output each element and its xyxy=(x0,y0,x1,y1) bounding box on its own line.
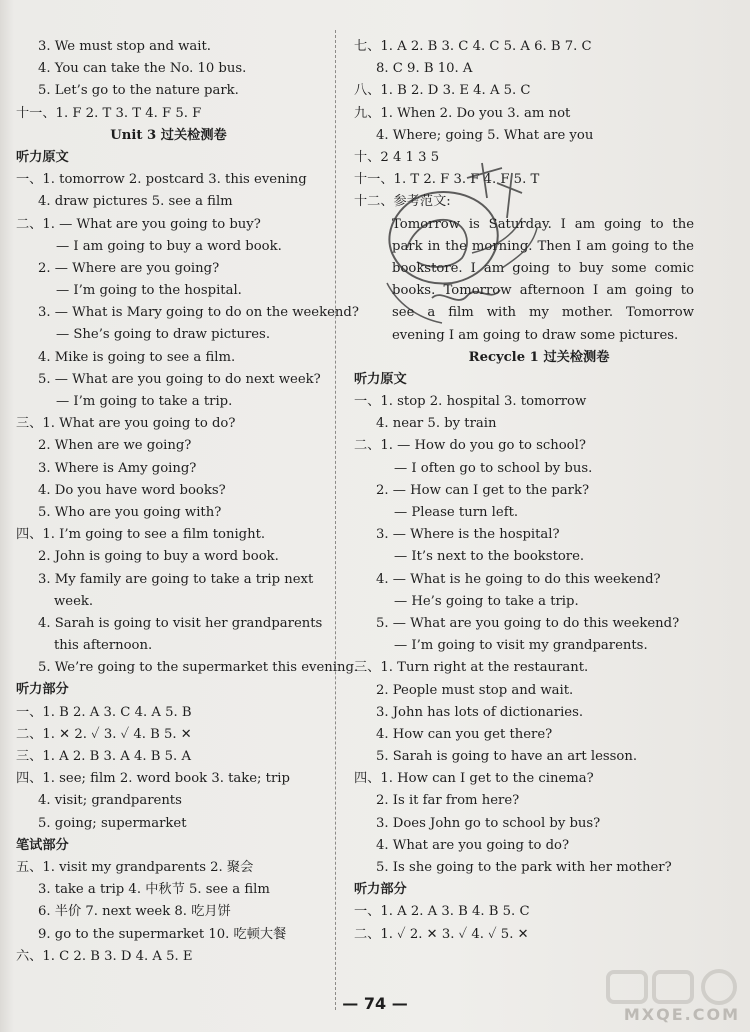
text-line: 十一、1. T 2. F 3. F 4. F 5. T xyxy=(354,172,540,188)
text-line: 一、1. tomorrow 2. postcard 3. this evening xyxy=(16,172,307,188)
text-line: 4. Where; going 5. What are you xyxy=(376,127,594,143)
text-line: 5. going; supermarket xyxy=(38,815,187,831)
text-line: 四、1. I’m going to see a film tonight. xyxy=(16,527,266,543)
text-line: 2. When are we going? xyxy=(38,438,192,454)
model-essay: Tomorrow is Saturday. I am going to the park in the morning. Then I am going to the bookstore. I am going to buy some comic books. Tomorrow afternoon I am going to see a film with my mother. Tomorrow evening I am going to draw some pictures. xyxy=(392,216,694,343)
text-line: 3. — What is Mary going to do on the weekend? xyxy=(38,305,359,321)
text-line: — He’s going to take a trip. xyxy=(394,593,579,609)
text-line: 九、1. When 2. Do you 3. am not xyxy=(354,105,571,121)
text-line: 三、1. A 2. B 3. A 4. B 5. A xyxy=(16,749,191,764)
left-column xyxy=(16,36,359,968)
text-line: 4. You can take the No. 10 bus. xyxy=(38,61,247,77)
text-line: — I am going to buy a word book. xyxy=(56,238,282,254)
text-line: 七、1. A 2. B 3. C 4. C 5. A 6. B 7. C xyxy=(354,39,592,54)
text-line: 八、1. B 2. D 3. E 4. A 5. C xyxy=(354,83,531,99)
text-line: 3. John has lots of dictionaries. xyxy=(376,704,584,720)
text-line: 4. Do you have word books? xyxy=(38,482,226,498)
text-line: — Please turn left. xyxy=(394,505,519,521)
text-line: Recycle 1 过关检测卷 xyxy=(468,349,610,365)
text-line: 二、1. ✓ 2. ✕ 3. ✓ 4. ✓ 5. ✕ xyxy=(354,926,529,942)
text-line: 5. — What are you going to do next week? xyxy=(38,371,321,387)
text-line: 4. Sarah is going to visit her grandparents xyxy=(38,615,323,631)
text-line: 笔试部分 xyxy=(16,837,69,853)
text-line: 4. — What is he going to do this weekend? xyxy=(376,571,661,587)
text-line: this afternoon. xyxy=(54,638,153,654)
text-line: 2. — How can I get to the park? xyxy=(376,482,590,498)
text-line: 4. visit; grandparents xyxy=(38,793,182,809)
text-line: 六、1. C 2. B 3. D 4. A 5. E xyxy=(16,948,193,964)
text-line: 4. What are you going to do? xyxy=(376,837,570,853)
text-line: 五、1. visit my grandparents 2. 聚会 xyxy=(16,859,254,875)
text-line: 5. We’re going to the supermarket this evening. xyxy=(38,660,359,676)
text-line: 2. Is it far from here? xyxy=(376,793,520,809)
text-line: 3. Does John go to school by bus? xyxy=(376,815,601,831)
recycle-1-section xyxy=(354,347,724,946)
text-line: week. xyxy=(54,593,94,609)
text-line: 5. Who are you going with? xyxy=(38,504,222,520)
text-line: 2. People must stop and wait. xyxy=(376,682,574,698)
text-line: — I’m going to the hospital. xyxy=(56,283,242,299)
text-line: 3. — Where is the hospital? xyxy=(376,527,560,543)
text-line: 三、1. Turn right at the restaurant. xyxy=(354,660,589,676)
text-line: 3. We must stop and wait. xyxy=(38,39,211,54)
text-line: 一、1. A 2. A 3. B 4. B 5. C xyxy=(354,904,530,920)
column-divider xyxy=(335,30,336,1010)
text-line: 二、1. — What are you going to buy? xyxy=(16,216,261,232)
text-line: 6. 半价 7. next week 8. 吃月饼 xyxy=(38,904,231,920)
text-line: 5. — What are you going to do this weekend? xyxy=(376,615,680,631)
text-line: 4. draw pictures 5. see a film xyxy=(38,194,233,210)
text-line: 十一、1. F 2. T 3. T 4. F 5. F xyxy=(16,105,202,121)
text-line: 4. Mike is going to see a film. xyxy=(38,349,236,365)
text-line: 听力部分 xyxy=(16,682,69,698)
text-line: 4. How can you get there? xyxy=(376,726,553,742)
text-line: Unit 3 过关检测卷 xyxy=(110,127,227,143)
text-line: 5. Is she going to the park with her mother? xyxy=(376,860,672,876)
text-line: 3. Where is Amy going? xyxy=(38,460,197,476)
text-line: — I’m going to take a trip. xyxy=(56,394,233,409)
page-number: — 74 — xyxy=(342,994,408,1013)
handwritten-stamp-scribble xyxy=(372,158,542,333)
text-line: 8. C 9. B 10. A xyxy=(376,61,473,77)
text-line: 三、1. What are you going to do? xyxy=(16,416,236,432)
text-line: 四、1. How can I get to the cinema? xyxy=(354,771,594,787)
text-line: — It’s next to the bookstore. xyxy=(394,549,585,565)
text-line: 一、1. stop 2. hospital 3. tomorrow xyxy=(354,394,587,410)
text-line: 4. near 5. by train xyxy=(376,416,497,432)
text-line: — I’m going to visit my grandparents. xyxy=(394,638,648,654)
text-line: 一、1. B 2. A 3. C 4. A 5. B xyxy=(16,704,192,720)
text-line: 2. John is going to buy a word book. xyxy=(38,549,279,565)
text-line: 5. Let’s go to the nature park. xyxy=(38,83,239,99)
text-line: — I often go to school by bus. xyxy=(394,460,593,476)
text-line: 3. take a trip 4. 中秋节 5. see a film xyxy=(38,882,270,898)
text-line: 十、2 4 1 3 5 xyxy=(354,149,440,165)
text-line: 听力原文 xyxy=(354,371,407,387)
text-line: 二、1. ✕ 2. ✓ 3. ✓ 4. B 5. ✕ xyxy=(16,726,192,742)
text-line: 听力部分 xyxy=(354,882,407,898)
text-line: 9. go to the supermarket 10. 吃顿大餐 xyxy=(38,926,287,942)
watermark-text: MXQE.COM xyxy=(623,1005,740,1024)
text-line: 二、1. — How do you go to school? xyxy=(354,438,586,454)
text-line: 十二、参考范文: xyxy=(354,194,451,210)
text-line: 四、1. see; film 2. word book 3. take; trip xyxy=(16,771,290,787)
text-line: 5. Sarah is going to have an art lesson. xyxy=(376,749,638,765)
text-line: 3. My family are going to take a trip next xyxy=(38,571,314,587)
text-line: — She’s going to draw pictures. xyxy=(56,327,271,343)
text-line: 2. — Where are you going? xyxy=(38,260,220,276)
text-line: 听力原文 xyxy=(16,149,69,165)
